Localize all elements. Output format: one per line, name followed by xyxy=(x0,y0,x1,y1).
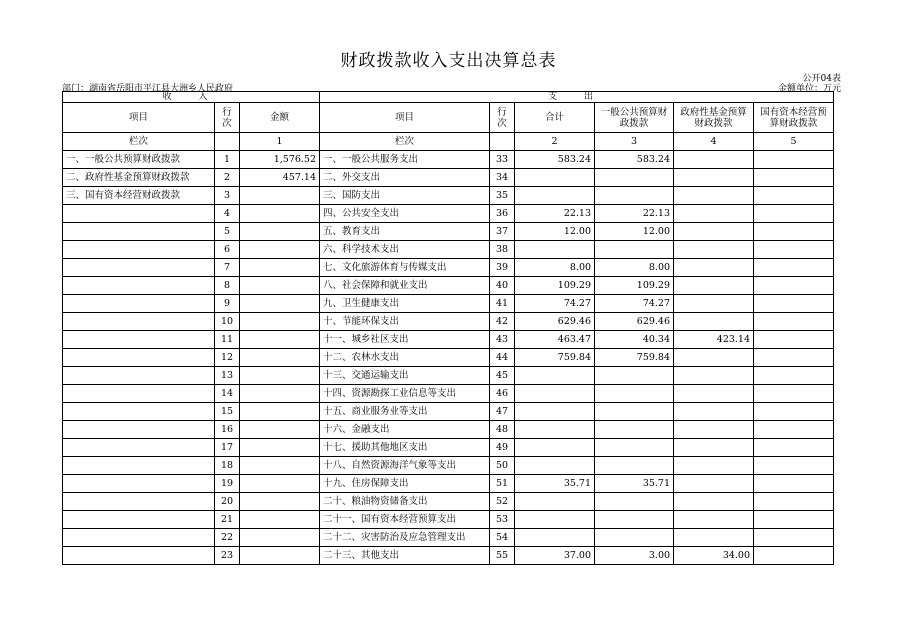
general-budget-cell xyxy=(595,241,674,259)
total-cell: 629.46 xyxy=(515,313,595,331)
gov-fund-cell xyxy=(674,277,754,295)
table-row xyxy=(63,529,834,547)
expense-line-cell: 33 xyxy=(490,151,515,169)
gov-fund-cell xyxy=(674,385,754,403)
column-index-empty xyxy=(490,133,515,151)
expense-item-cell: 四、公共安全支出 xyxy=(320,205,490,223)
total-cell xyxy=(515,457,595,475)
income-line-cell: 9 xyxy=(215,295,240,313)
income-amount-cell xyxy=(240,187,320,205)
table-row xyxy=(63,511,834,529)
income-amount-cell xyxy=(240,403,320,421)
state-capital-header: 国有资本经营预算财政拨款 xyxy=(754,103,834,133)
expense-item-cell: 十一、城乡社区支出 xyxy=(320,331,490,349)
income-item-cell xyxy=(63,547,215,565)
total-cell: 583.24 xyxy=(515,151,595,169)
expense-line-cell: 47 xyxy=(490,403,515,421)
budget-summary-table xyxy=(62,91,834,565)
expense-item-cell: 一、一般公共服务支出 xyxy=(320,151,490,169)
expense-item-cell: 二、外交支出 xyxy=(320,169,490,187)
general-budget-cell xyxy=(595,457,674,475)
expense-line-cell: 43 xyxy=(490,331,515,349)
expense-line-cell: 34 xyxy=(490,169,515,187)
expense-item-cell: 十五、商业服务业等支出 xyxy=(320,403,490,421)
income-item-cell xyxy=(63,331,215,349)
table-row xyxy=(63,295,834,313)
table-row xyxy=(63,439,834,457)
expense-item-cell: 二十二、灾害防治及应急管理支出 xyxy=(320,529,490,547)
page-title: 财政拨款收入支出决算总表 xyxy=(340,51,557,71)
gov-fund-header: 政府性基金预算财政拨款 xyxy=(674,103,754,133)
income-item-cell xyxy=(63,313,215,331)
gov-fund-cell xyxy=(674,151,754,169)
general-budget-cell: 583.24 xyxy=(595,151,674,169)
expense-line-cell: 48 xyxy=(490,421,515,439)
income-item-cell xyxy=(63,457,215,475)
expense-line-cell: 35 xyxy=(490,187,515,205)
state-capital-cell xyxy=(754,331,834,349)
expense-line-cell: 54 xyxy=(490,529,515,547)
table-row xyxy=(63,475,834,493)
expense-item-cell: 十九、住房保障支出 xyxy=(320,475,490,493)
gov-fund-cell xyxy=(674,223,754,241)
income-amount-cell xyxy=(240,313,320,331)
expense-line-cell: 41 xyxy=(490,295,515,313)
income-amount-cell xyxy=(240,349,320,367)
income-line-cell: 15 xyxy=(215,403,240,421)
income-line-cell: 7 xyxy=(215,259,240,277)
expense-line-cell: 53 xyxy=(490,511,515,529)
income-item-cell xyxy=(63,385,215,403)
income-item-cell: 二、政府性基金预算财政拨款 xyxy=(63,169,215,187)
general-budget-cell xyxy=(595,169,674,187)
total-cell xyxy=(515,385,595,403)
gov-fund-cell xyxy=(674,187,754,205)
income-amount-cell xyxy=(240,205,320,223)
column-index-3: 3 xyxy=(595,133,674,151)
income-amount-cell xyxy=(240,223,320,241)
state-capital-cell xyxy=(754,493,834,511)
expense-item-cell: 十、节能环保支出 xyxy=(320,313,490,331)
expense-line-cell: 37 xyxy=(490,223,515,241)
state-capital-cell xyxy=(754,421,834,439)
table-row xyxy=(63,223,834,241)
expense-item-cell: 十八、自然资源海洋气象等支出 xyxy=(320,457,490,475)
expense-item-cell: 九、卫生健康支出 xyxy=(320,295,490,313)
expense-line-cell: 55 xyxy=(490,547,515,565)
income-line-cell: 13 xyxy=(215,367,240,385)
expense-line-cell: 52 xyxy=(490,493,515,511)
general-budget-cell: 40.34 xyxy=(595,331,674,349)
state-capital-cell xyxy=(754,367,834,385)
expense-line-cell: 51 xyxy=(490,475,515,493)
table-row xyxy=(63,151,834,169)
column-index-1: 1 xyxy=(240,133,320,151)
state-capital-cell xyxy=(754,259,834,277)
general-budget-cell xyxy=(595,187,674,205)
income-item-cell: 一、一般公共预算财政拨款 xyxy=(63,151,215,169)
general-budget-cell xyxy=(595,367,674,385)
income-item-cell xyxy=(63,367,215,385)
general-budget-cell: 8.00 xyxy=(595,259,674,277)
gov-fund-cell xyxy=(674,259,754,277)
total-cell xyxy=(515,529,595,547)
department-label: 部门：湖南省岳阳市平江县大洲乡人民政府 xyxy=(62,84,234,94)
general-budget-cell: 22.13 xyxy=(595,205,674,223)
expense-line-header: 行次 xyxy=(490,103,515,133)
expense-item-cell: 三、国防支出 xyxy=(320,187,490,205)
general-budget-cell xyxy=(595,385,674,403)
gov-fund-cell xyxy=(674,439,754,457)
general-budget-cell xyxy=(595,511,674,529)
column-index-empty xyxy=(215,133,240,151)
gov-fund-cell xyxy=(674,475,754,493)
state-capital-cell xyxy=(754,511,834,529)
total-cell xyxy=(515,367,595,385)
income-item-cell xyxy=(63,439,215,457)
table-row xyxy=(63,187,834,205)
state-capital-cell xyxy=(754,313,834,331)
expense-line-cell: 49 xyxy=(490,439,515,457)
expense-item-cell: 十三、交通运输支出 xyxy=(320,367,490,385)
income-line-cell: 22 xyxy=(215,529,240,547)
income-amount-cell xyxy=(240,385,320,403)
column-index-5: 5 xyxy=(754,133,834,151)
state-capital-cell xyxy=(754,241,834,259)
general-budget-cell: 74.27 xyxy=(595,295,674,313)
state-capital-cell xyxy=(754,205,834,223)
general-budget-cell xyxy=(595,493,674,511)
expense-line-cell: 44 xyxy=(490,349,515,367)
total-cell xyxy=(515,511,595,529)
general-budget-cell: 759.84 xyxy=(595,349,674,367)
income-item-cell xyxy=(63,277,215,295)
income-amount-cell xyxy=(240,259,320,277)
column-index-2: 2 xyxy=(515,133,595,151)
general-budget-cell: 3.00 xyxy=(595,547,674,565)
total-cell xyxy=(515,493,595,511)
table-row xyxy=(63,331,834,349)
table-row xyxy=(63,277,834,295)
state-capital-cell xyxy=(754,277,834,295)
total-cell: 8.00 xyxy=(515,259,595,277)
state-capital-cell xyxy=(754,529,834,547)
state-capital-cell xyxy=(754,547,834,565)
expense-item-cell: 五、教育支出 xyxy=(320,223,490,241)
table-row xyxy=(63,385,834,403)
gov-fund-cell xyxy=(674,529,754,547)
gov-fund-cell xyxy=(674,169,754,187)
gov-fund-cell xyxy=(674,241,754,259)
table-row xyxy=(63,241,834,259)
expense-line-cell: 46 xyxy=(490,385,515,403)
expense-item-cell: 六、科学技术支出 xyxy=(320,241,490,259)
total-cell: 12.00 xyxy=(515,223,595,241)
income-item-cell xyxy=(63,295,215,313)
income-item-cell xyxy=(63,475,215,493)
gov-fund-cell xyxy=(674,205,754,223)
state-capital-cell xyxy=(754,439,834,457)
income-amount-cell xyxy=(240,547,320,565)
income-item-cell: 三、国有资本经营财政拨款 xyxy=(63,187,215,205)
total-cell xyxy=(515,187,595,205)
total-cell xyxy=(515,439,595,457)
income-line-cell: 8 xyxy=(215,277,240,295)
income-item-cell xyxy=(63,403,215,421)
table-row xyxy=(63,547,834,565)
table-row xyxy=(63,493,834,511)
income-line-cell: 21 xyxy=(215,511,240,529)
expense-line-cell: 38 xyxy=(490,241,515,259)
income-line-cell: 16 xyxy=(215,421,240,439)
general-budget-header: 一般公共预算财政拨款 xyxy=(595,103,674,133)
state-capital-cell xyxy=(754,151,834,169)
section-header-row xyxy=(63,92,834,103)
income-line-cell: 20 xyxy=(215,493,240,511)
income-line-cell: 3 xyxy=(215,187,240,205)
income-line-cell: 23 xyxy=(215,547,240,565)
income-section-header: 收 入 xyxy=(63,92,320,103)
income-line-cell: 1 xyxy=(215,151,240,169)
table-row xyxy=(63,349,834,367)
state-capital-cell xyxy=(754,187,834,205)
expense-line-cell: 42 xyxy=(490,313,515,331)
general-budget-cell: 12.00 xyxy=(595,223,674,241)
income-amount-cell xyxy=(240,421,320,439)
income-amount-cell xyxy=(240,277,320,295)
income-amount-cell xyxy=(240,295,320,313)
state-capital-cell xyxy=(754,169,834,187)
total-cell: 22.13 xyxy=(515,205,595,223)
state-capital-cell xyxy=(754,475,834,493)
income-item-cell xyxy=(63,205,215,223)
gov-fund-cell xyxy=(674,367,754,385)
gov-fund-cell: 34.00 xyxy=(674,547,754,565)
table-row xyxy=(63,403,834,421)
expense-line-cell: 40 xyxy=(490,277,515,295)
table-row xyxy=(63,169,834,187)
state-capital-cell xyxy=(754,349,834,367)
total-cell xyxy=(515,169,595,187)
income-item-cell xyxy=(63,421,215,439)
income-amount-cell xyxy=(240,493,320,511)
income-amount-cell xyxy=(240,331,320,349)
general-budget-cell: 35.71 xyxy=(595,475,674,493)
column-header-row xyxy=(63,103,834,133)
income-line-cell: 6 xyxy=(215,241,240,259)
income-amount-cell xyxy=(240,475,320,493)
total-header: 合计 xyxy=(515,103,595,133)
total-cell: 109.29 xyxy=(515,277,595,295)
expense-section-header: 支 出 xyxy=(320,92,834,103)
gov-fund-cell xyxy=(674,295,754,313)
total-cell: 74.27 xyxy=(515,295,595,313)
income-line-cell: 14 xyxy=(215,385,240,403)
income-item-cell xyxy=(63,493,215,511)
gov-fund-cell xyxy=(674,349,754,367)
general-budget-cell xyxy=(595,403,674,421)
expense-item-header: 项目 xyxy=(320,103,490,133)
gov-fund-cell xyxy=(674,421,754,439)
total-cell xyxy=(515,241,595,259)
table-row xyxy=(63,259,834,277)
expense-line-cell: 45 xyxy=(490,367,515,385)
expense-line-cell: 50 xyxy=(490,457,515,475)
expense-line-cell: 39 xyxy=(490,259,515,277)
state-capital-cell xyxy=(754,385,834,403)
total-cell: 37.00 xyxy=(515,547,595,565)
income-item-cell xyxy=(63,241,215,259)
income-line-cell: 11 xyxy=(215,331,240,349)
gov-fund-cell xyxy=(674,313,754,331)
income-amount-cell xyxy=(240,241,320,259)
state-capital-cell xyxy=(754,403,834,421)
income-item-cell xyxy=(63,511,215,529)
amount-unit-label: 金额单位：万元 xyxy=(777,84,841,94)
expense-item-cell: 二十三、其他支出 xyxy=(320,547,490,565)
general-budget-cell xyxy=(595,421,674,439)
income-amount-cell: 457.14 xyxy=(240,169,320,187)
table-row xyxy=(63,205,834,223)
income-line-cell: 4 xyxy=(215,205,240,223)
expense-line-cell: 36 xyxy=(490,205,515,223)
income-line-cell: 12 xyxy=(215,349,240,367)
table-row xyxy=(63,421,834,439)
column-index-label: 栏次 xyxy=(320,133,490,151)
income-item-cell xyxy=(63,349,215,367)
gov-fund-cell xyxy=(674,403,754,421)
general-budget-cell xyxy=(595,439,674,457)
total-cell: 35.71 xyxy=(515,475,595,493)
income-item-cell xyxy=(63,223,215,241)
expense-item-cell: 十六、金融支出 xyxy=(320,421,490,439)
column-index-row xyxy=(63,133,834,151)
income-amount-cell xyxy=(240,511,320,529)
income-amount-cell xyxy=(240,529,320,547)
income-line-cell: 19 xyxy=(215,475,240,493)
expense-item-cell: 十七、援助其他地区支出 xyxy=(320,439,490,457)
table-row xyxy=(63,313,834,331)
total-cell: 759.84 xyxy=(515,349,595,367)
income-item-header: 项目 xyxy=(63,103,215,133)
income-line-header: 行次 xyxy=(215,103,240,133)
income-amount-cell xyxy=(240,439,320,457)
total-cell xyxy=(515,421,595,439)
expense-item-cell: 八、社会保障和就业支出 xyxy=(320,277,490,295)
total-cell: 463.47 xyxy=(515,331,595,349)
income-line-cell: 18 xyxy=(215,457,240,475)
column-index-label: 栏次 xyxy=(63,133,215,151)
expense-item-cell: 七、文化旅游体育与传媒支出 xyxy=(320,259,490,277)
state-capital-cell xyxy=(754,457,834,475)
income-amount-cell xyxy=(240,367,320,385)
income-line-cell: 17 xyxy=(215,439,240,457)
general-budget-cell: 629.46 xyxy=(595,313,674,331)
gov-fund-cell xyxy=(674,511,754,529)
income-amount-cell xyxy=(240,457,320,475)
gov-fund-cell xyxy=(674,457,754,475)
gov-fund-cell: 423.14 xyxy=(674,331,754,349)
column-index-4: 4 xyxy=(674,133,754,151)
expense-item-cell: 二十、粮油物资储备支出 xyxy=(320,493,490,511)
income-line-cell: 2 xyxy=(215,169,240,187)
gov-fund-cell xyxy=(674,493,754,511)
income-item-cell xyxy=(63,259,215,277)
income-line-cell: 10 xyxy=(215,313,240,331)
income-item-cell xyxy=(63,529,215,547)
general-budget-cell: 109.29 xyxy=(595,277,674,295)
expense-item-cell: 二十一、国有资本经营预算支出 xyxy=(320,511,490,529)
income-amount-cell: 1,576.52 xyxy=(240,151,320,169)
income-amount-header: 金额 xyxy=(240,103,320,133)
expense-item-cell: 十四、资源勘探工业信息等支出 xyxy=(320,385,490,403)
form-number: 公开04表 xyxy=(802,74,841,84)
expense-item-cell: 十二、农林水支出 xyxy=(320,349,490,367)
total-cell xyxy=(515,403,595,421)
general-budget-cell xyxy=(595,529,674,547)
table-row xyxy=(63,367,834,385)
state-capital-cell xyxy=(754,295,834,313)
state-capital-cell xyxy=(754,223,834,241)
income-line-cell: 5 xyxy=(215,223,240,241)
table-row xyxy=(63,457,834,475)
